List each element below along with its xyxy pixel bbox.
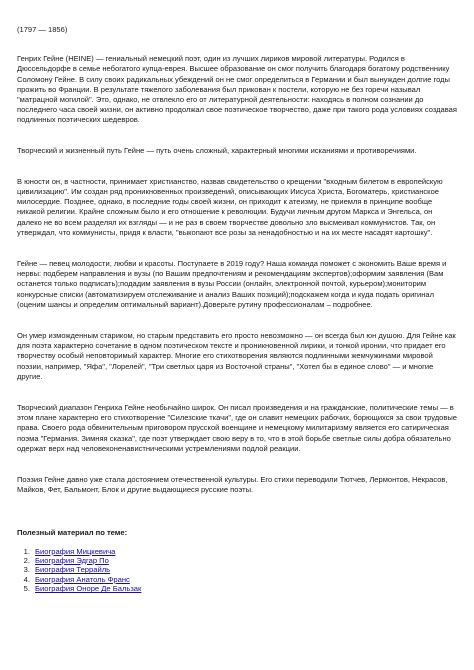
list-item-number: 2.: [23, 555, 30, 565]
paragraph-biography: Генрих Гейне (HEINE) — гениальный немецкий поэт, один из лучших лириков мировой литературы. Родился в Дюссельдорфе в семье небогатого купца-еврея. Высшее образование он смог получить благодаря богатому родственнику Соломону Гейне. В силу своих радикальных убеждений он не смог определиться в Германии и был вынужден долгие годы прожить во Франции. В результате тяжелого заболевания был прикован к постели, которую не без горечи называл "матрацной могилой". Это, однако, не отвлекло его от литературной деятельности: находясь в полном сознании до последнего часа своей жизни, он активно продолжал свое поэтическое творчество, даже при такого рода условиях создавая подлинных поэтических шедевров.: [17, 54, 457, 125]
document-page: [17, 25, 459, 594]
paragraph-promo: Гейне — певец молодости, любви и красоты. Поступаете в 2019 году? Наша команда поможет с экономить Ваше время и нервы: подберем направления и вузы (по Вашим предпочтениям и рекомендациям экспертов);оформим заявления (Вам останется только подписать);подадим заявления в вузы России (онлайн, электронной почтой, курьером);мониторим конкурсные списки (автоматизируем отслеживание и анализ Ваших позиций);подскажем когда и куда подать оригинал (оценим шансы и определим оптимальный вариант).Доверьте рутину профессионалам – подробнее.: [17, 259, 447, 309]
paragraph-old-age: Он умер изможденным стариком, но старым представить его просто невозможно — он всегда был юн душою. Для Гейне как для поэта характерно сочетание в одном поэтическом тексте и проникновенной лирики, и тонкой иронии, что придает его творчеству особый неповторимый характер. Многие его стихотворения являются подлинными жемчужинами мировой поэзии, например, "Яфа", "Лорелей", "Три светлых царя из Восточной страны", "Хотел бы в единое слово" — и многие другие.: [17, 331, 456, 381]
paragraph-creative-range: Творческий диапазон Генриха Гейне необычайно широк. Он писал произведения и на гражданские, политические темы — в этом плане характерно его стихотворение "Силезские ткачи", где он славит немецких рабочих, борющихся за свои трудовые права. Своего рода обвинительным приговором прусской военщине и немецкому милитаризму является его сатирическая поэма "Германия. Зимняя сказка", где поэт утверждает свою веру в то, что в этой борьбе светлые силы добра обязательно одержат верх над человеконенавистническими устремлениями подлой реакции.: [17, 403, 457, 453]
list-item: [17, 565, 459, 574]
list-item: [17, 584, 459, 593]
list-item: [17, 547, 459, 556]
paragraph-creative-path: Творческий и жизненный путь Гейне — путь очень сложный, характерный многими исканиями и противоречиями.: [17, 145, 417, 155]
link-biography-edgar-poe[interactable]: Биография Эдгар По: [35, 555, 109, 565]
list-item: [17, 575, 459, 584]
list-item: [17, 556, 459, 565]
link-biography-anatole-france[interactable]: Биография Анатоль Франс: [35, 574, 130, 584]
paragraph-legacy: Поэзия Гейне давно уже стала достоянием отечественной культуры. Его стихи переводили Тютчев, Лермонтов, Некрасов, Майков, Фет, Бальмонт, Блок и другие выдающиеся русские поэты.: [17, 475, 448, 495]
list-item-number: 5.: [23, 584, 30, 594]
list-item-number: 3.: [23, 565, 30, 575]
paragraph-youth: В юности он, в частности, принимает христианство, назвав свидетельство о крещении "входным билетом в европейскую цивилизацию". Им создан ряд проникновенных произведений, описывающих Иисуса Христа, Богоматерь, христианское милосердие. Позднее, однако, в последние годы своей жизни, он приходит к атеизму, не приемля в принципе вообще никакой религии. Крайне сложным было и его отношение к революции. Будучи личным другом Маркса и Энгельса, он далеко не во всем разделял их взгляды — и не раз в своем творчестве довольно зло высмеивал коммунистов. Так, он утверждал, что коммунисты, придя к власти, "выкопают все розы за ненадобностью и на их месте насадят картошку".: [17, 176, 443, 237]
useful-material-heading: Полезный материал по теме:: [17, 527, 128, 537]
list-item-number: 4.: [23, 574, 30, 584]
useful-links-list: [17, 547, 459, 594]
list-item-number: 1.: [23, 546, 30, 556]
life-dates: (1797 — 1856): [17, 25, 68, 34]
link-biography-balzac[interactable]: Биография Оноре Де Бальзак: [35, 584, 142, 594]
link-biography-mickiewicz[interactable]: Биография Мицкевича: [35, 546, 116, 556]
link-biography-terrail[interactable]: Биография Террайль: [35, 565, 111, 575]
